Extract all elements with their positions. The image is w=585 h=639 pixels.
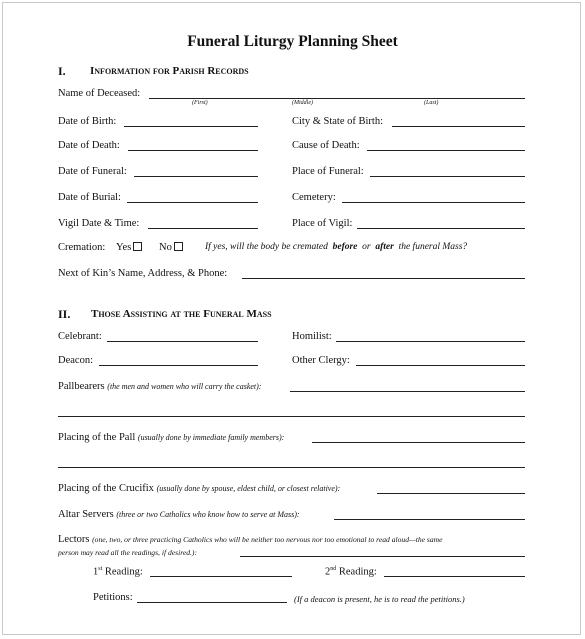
pallbearers-note: (the men and women who will carry the casket): <box>107 382 262 391</box>
first-reading-label <box>93 566 143 578</box>
date-of-death-label: Date of Death: <box>58 140 120 151</box>
city-state-birth-label: City & State of Birth: <box>292 116 383 127</box>
first-reading-sup: st <box>98 566 103 572</box>
lectors-title: Lectors <box>58 534 90 545</box>
placing-crucifix-note: (usually done by spouse, eldest child, or closest relative): <box>156 484 341 493</box>
pallbearers-label <box>58 381 261 392</box>
celebrant-label: Celebrant: <box>58 331 102 342</box>
place-of-vigil-label: Place of Vigil: <box>292 218 353 229</box>
place-of-vigil-field[interactable] <box>357 228 525 229</box>
cremation-yes-checkbox[interactable] <box>133 242 142 251</box>
placing-pall-title: Placing of the Pall <box>58 432 136 443</box>
petitions-field[interactable] <box>137 602 287 603</box>
second-reading-field[interactable] <box>384 576 525 577</box>
altar-servers-note: (three or two Catholics who know how to serve at Mass): <box>116 510 300 519</box>
second-reading-text: Reading: <box>338 566 377 578</box>
deacon-label: Deacon: <box>58 355 93 366</box>
deacon-field[interactable] <box>99 365 258 366</box>
lectors-field[interactable] <box>240 556 525 557</box>
placing-pall-field[interactable] <box>312 442 525 443</box>
page-title: Funeral Liturgy Planning Sheet <box>187 33 398 50</box>
other-clergy-label: Other Clergy: <box>292 355 350 366</box>
cause-of-death-field[interactable] <box>367 150 525 151</box>
first-reading-text: Reading: <box>104 566 143 578</box>
homilist-field[interactable] <box>336 341 525 342</box>
placing-pall-label <box>58 432 284 443</box>
altar-servers-label <box>58 509 300 520</box>
place-of-funeral-field[interactable] <box>370 176 525 177</box>
cremation-or: or <box>362 242 371 252</box>
section-1-heading: Information for Parish Records <box>90 65 249 77</box>
second-reading-label <box>325 566 377 578</box>
pallbearers-field-line2[interactable] <box>58 416 525 417</box>
cremation-no-checkbox[interactable] <box>174 242 183 251</box>
cremation-no-label: No <box>159 242 172 253</box>
lectors-note-line2: person may read all the readings, if desired.): <box>58 548 197 557</box>
city-state-birth-field[interactable] <box>392 126 525 127</box>
altar-servers-title: Altar Servers <box>58 509 114 520</box>
cremation-question-part1: If yes, will the body be cremated <box>205 242 328 252</box>
date-of-death-field[interactable] <box>128 150 258 151</box>
cremation-question-part2: the funeral Mass? <box>398 242 468 252</box>
placing-crucifix-field[interactable] <box>377 493 525 494</box>
cremation-after: after <box>375 242 394 252</box>
cremation-no-option[interactable] <box>159 242 183 253</box>
vigil-date-time-label: Vigil Date & Time: <box>58 218 140 229</box>
cremation-yes-option[interactable] <box>116 242 142 253</box>
date-of-birth-field[interactable] <box>124 126 258 127</box>
vigil-date-time-field[interactable] <box>148 228 258 229</box>
next-of-kin-label: Next of Kin’s Name, Address, & Phone: <box>58 268 228 279</box>
second-reading-sup: nd <box>330 566 337 572</box>
name-of-deceased-field[interactable] <box>149 98 525 99</box>
cemetery-label: Cemetery: <box>292 192 336 203</box>
section-2-heading: Those Assisting at the Funeral Mass <box>91 308 272 320</box>
date-of-funeral-label: Date of Funeral: <box>58 166 127 177</box>
homilist-label: Homilist: <box>292 331 332 342</box>
placing-crucifix-title: Placing of the Crucifix <box>58 483 154 494</box>
petitions-label: Petitions: <box>93 592 133 603</box>
cemetery-field[interactable] <box>342 202 525 203</box>
cremation-label: Cremation: <box>58 242 106 253</box>
first-reading-field[interactable] <box>150 576 292 577</box>
cause-of-death-label: Cause of Death: <box>292 140 360 151</box>
placing-crucifix-label <box>58 483 340 494</box>
date-of-funeral-field[interactable] <box>134 176 258 177</box>
last-name-caption: (Last) <box>424 100 439 106</box>
lectors-note-line2-wrap <box>58 547 197 558</box>
lectors-note-line1: (one, two, or three practicing Catholics who will be neither too nervous nor too emotional to read aloud—the same <box>92 535 443 544</box>
cremation-question <box>205 242 467 252</box>
date-of-burial-label: Date of Burial: <box>58 192 121 203</box>
cremation-before: before <box>332 242 358 252</box>
section-2-number: II. <box>58 307 71 321</box>
place-of-funeral-label: Place of Funeral: <box>292 166 364 177</box>
first-name-caption: (First) <box>192 100 208 106</box>
placing-pall-field-line2[interactable] <box>58 467 525 468</box>
placing-pall-note: (usually done by immediate family members): <box>137 433 285 442</box>
first-reading-num: 1 <box>93 566 99 578</box>
other-clergy-field[interactable] <box>356 365 525 366</box>
middle-name-caption: (Middle) <box>292 100 313 106</box>
next-of-kin-field[interactable] <box>242 278 525 279</box>
second-reading-num: 2 <box>325 566 331 578</box>
name-of-deceased-label: Name of Deceased: <box>58 88 141 99</box>
pallbearers-field[interactable] <box>290 391 525 392</box>
date-of-birth-label: Date of Birth: <box>58 116 117 127</box>
lectors-label <box>58 534 443 545</box>
section-1-number: I. <box>58 64 66 78</box>
celebrant-field[interactable] <box>107 341 258 342</box>
altar-servers-field[interactable] <box>334 519 525 520</box>
date-of-burial-field[interactable] <box>127 202 258 203</box>
cremation-yes-label: Yes <box>116 242 132 253</box>
pallbearers-title: Pallbearers <box>58 381 105 392</box>
petitions-note: (If a deacon is present, he is to read the petitions.) <box>294 594 465 604</box>
